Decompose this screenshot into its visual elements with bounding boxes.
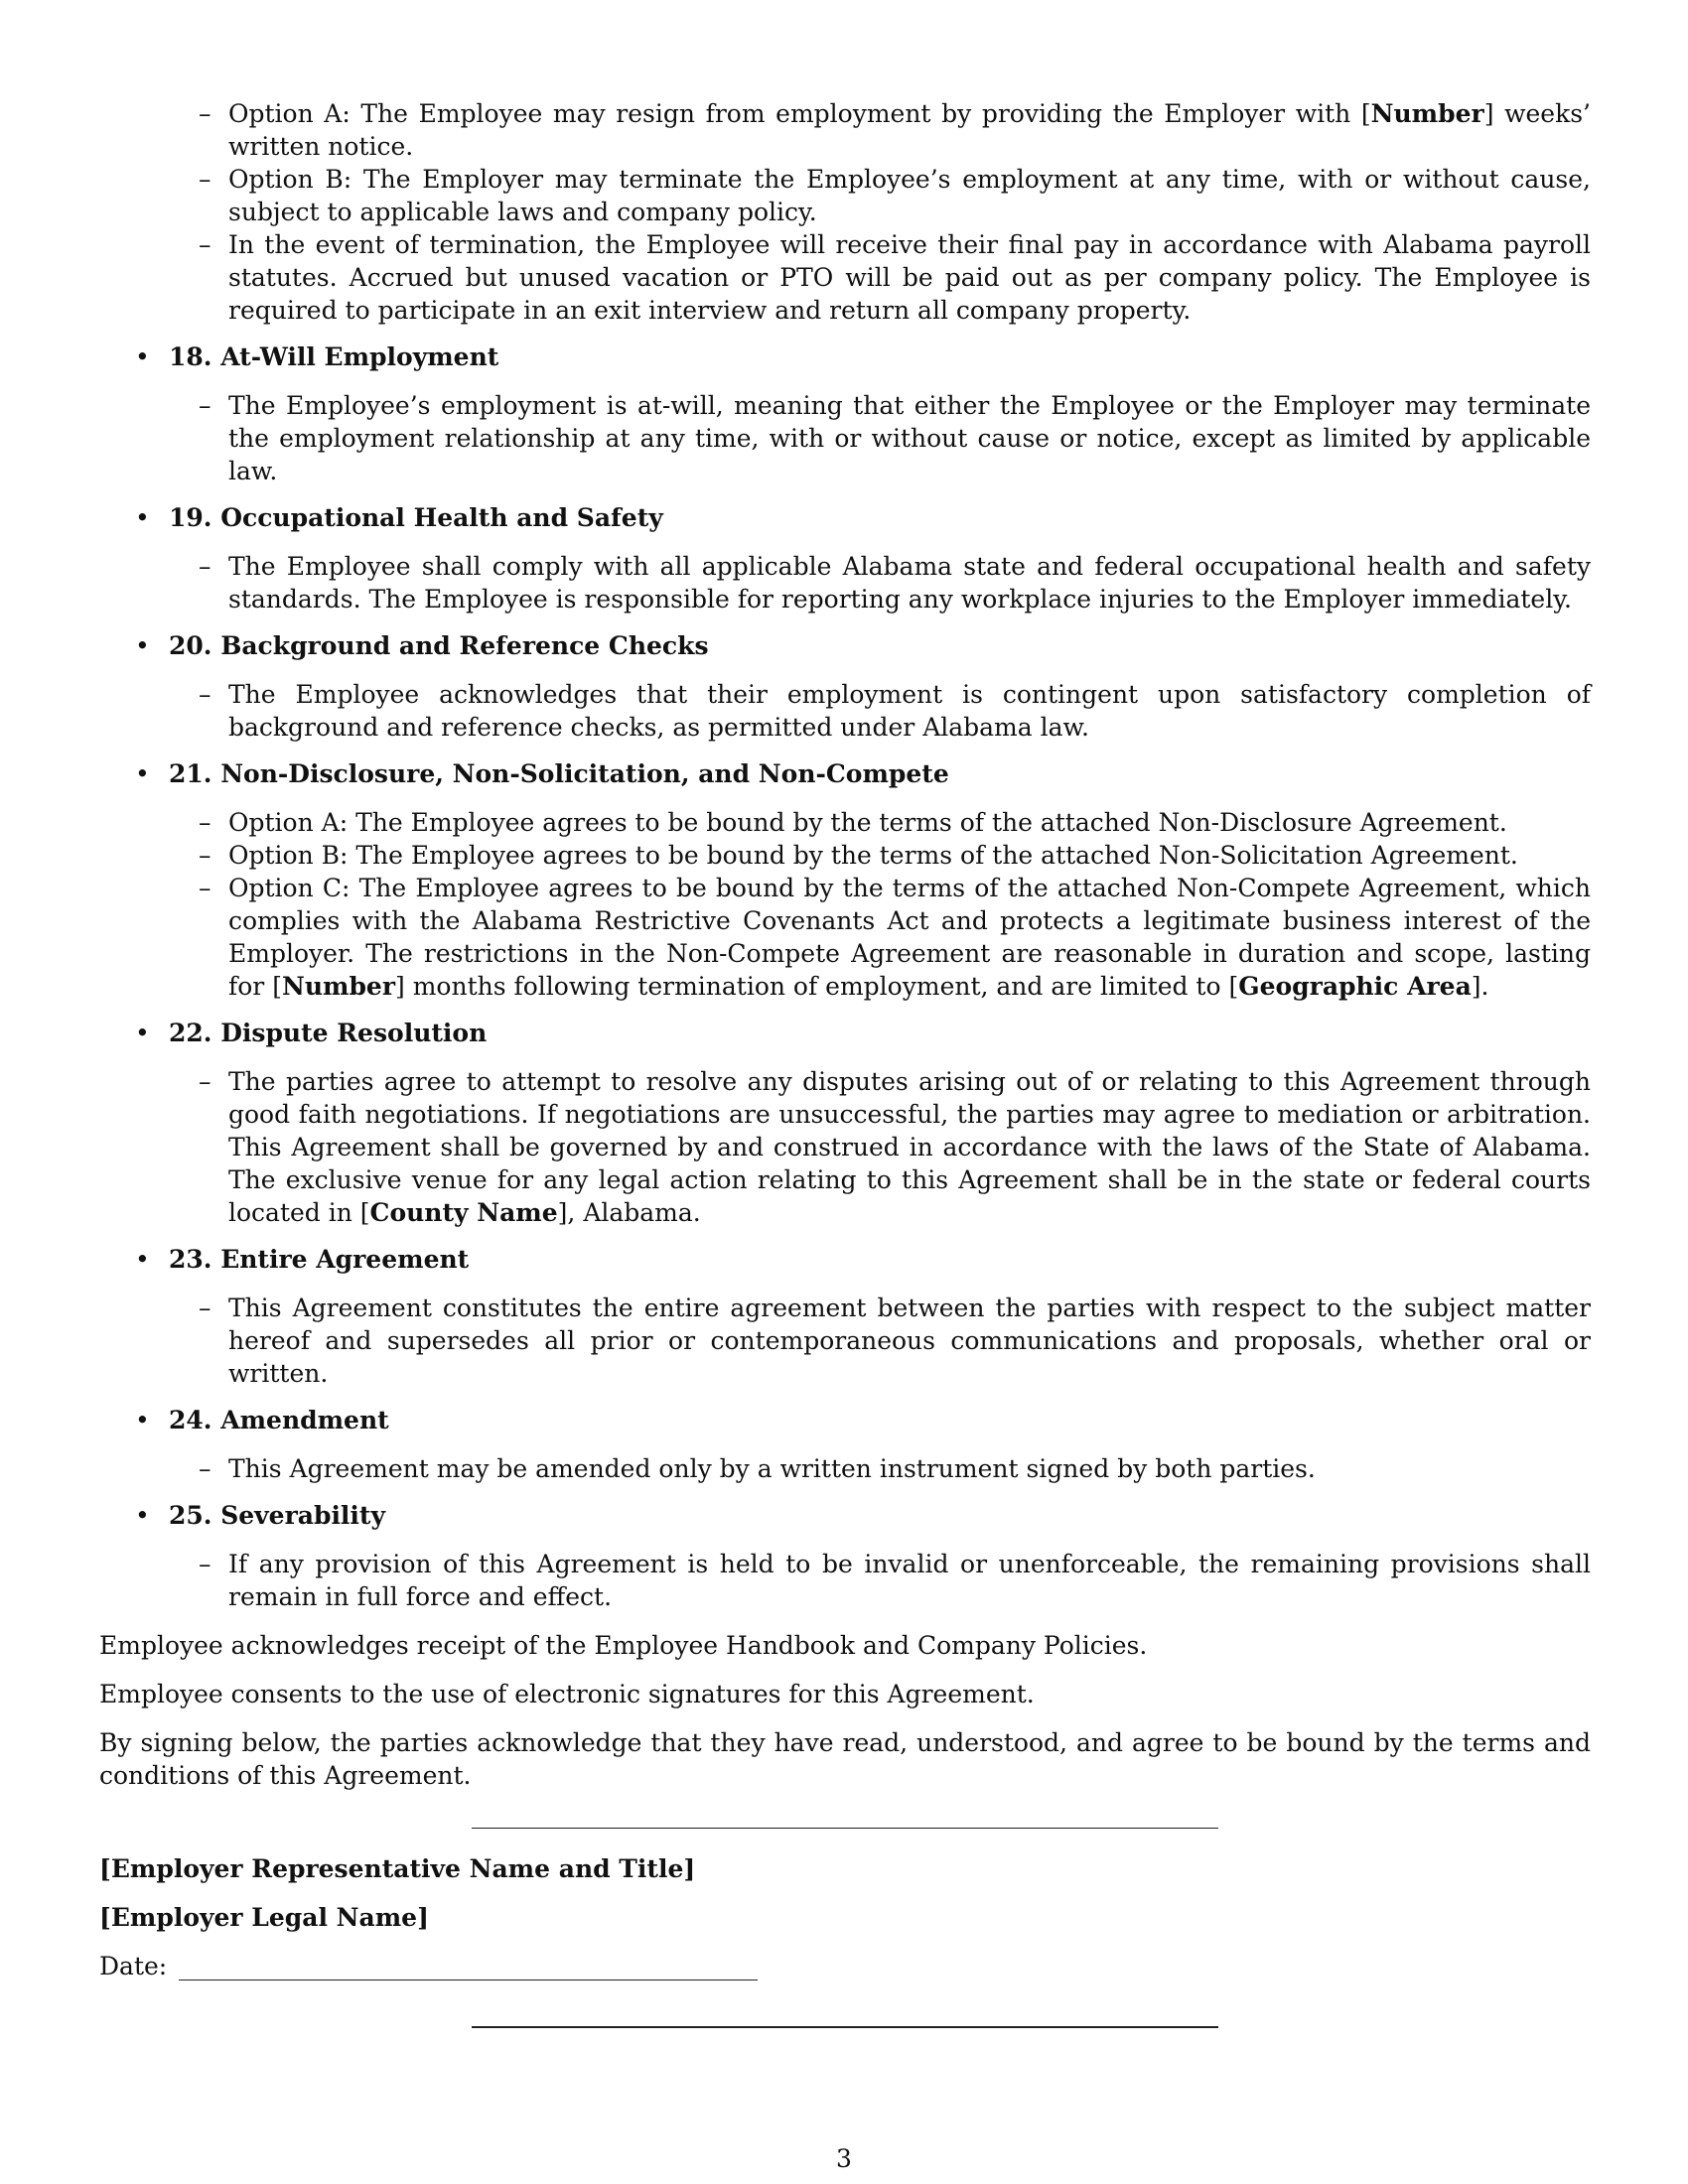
section-list	[199, 806, 1591, 1003]
dash-marker: –	[199, 1067, 211, 1096]
list-item	[199, 1548, 1591, 1613]
section	[99, 757, 1591, 1003]
section-heading	[99, 629, 1591, 662]
item-text: This Agreement constitutes the entire agreement between the parties with respect to the subject matter hereof and supersedes all prior or contemporaneous communications and proposals, whether oral or written.	[228, 1294, 1591, 1388]
placeholder-field: Geographic Area	[1238, 972, 1472, 1001]
signature-line	[472, 1828, 1218, 1829]
bullet-marker: •	[135, 1406, 150, 1434]
dash-marker: –	[199, 391, 211, 420]
section-heading	[99, 1499, 1591, 1532]
section-list	[199, 1452, 1591, 1485]
item-text: Option A: The Employee may resign from employment by providing the Employer with [	[228, 99, 1371, 128]
dash-marker: –	[199, 99, 211, 128]
bracket-open: [	[99, 1854, 111, 1883]
item-text: The Employee’s employment is at-will, meaning that either the Employee or the Employer may terminate the employment relationship at any time, with or without cause or notice, except as limited by applicable law.	[228, 391, 1591, 485]
section-list	[199, 678, 1591, 744]
dash-marker: –	[199, 841, 211, 870]
section	[99, 341, 1591, 487]
list-item	[199, 1292, 1591, 1390]
dash-marker: –	[199, 1550, 211, 1578]
bullet-marker: •	[135, 631, 150, 660]
list-item	[199, 550, 1591, 615]
section-title: 22. Dispute Resolution	[169, 1019, 488, 1047]
item-text: In the event of termination, the Employee will receive their final pay in accordance with Alabama payroll statutes. Accrued but unused vacation or PTO will be paid out as per company policy. The Employee is required to participate in an exit interview and return all company property.	[228, 230, 1591, 325]
dash-marker: –	[199, 165, 211, 194]
section-title: 23. Entire Agreement	[169, 1245, 470, 1274]
section-list	[199, 1292, 1591, 1390]
continued-list	[199, 97, 1591, 327]
bullet-marker: •	[135, 1019, 150, 1047]
date-blank-line	[179, 1979, 758, 1980]
placeholder-field: Number	[281, 972, 396, 1001]
item-text: ] weeks’ written notice.	[228, 99, 1591, 161]
dash-marker: –	[199, 1454, 211, 1483]
document-body	[99, 97, 1591, 2028]
section-heading	[99, 1243, 1591, 1276]
section	[99, 1499, 1591, 1613]
closing-paragraphs	[99, 1629, 1591, 1792]
list-item	[199, 872, 1591, 1003]
section-heading	[99, 1404, 1591, 1436]
item-text: Option B: The Employer may terminate the Employee’s employment at any time, with or without cause, subject to applicable laws and company policy.	[228, 165, 1591, 226]
item-text: This Agreement may be amended only by a written instrument signed by both parties.	[228, 1454, 1316, 1483]
dash-marker: –	[199, 552, 211, 581]
list-item	[199, 1065, 1591, 1229]
page-number: 3	[836, 2144, 852, 2173]
employer-legal-name-placeholder	[99, 1901, 1591, 1934]
employer-representative-name: Employer Representative Name and Title	[110, 1854, 684, 1883]
bracket-close: ]	[683, 1854, 696, 1883]
placeholder-field: Number	[1370, 99, 1484, 128]
section-heading	[99, 341, 1591, 373]
item-text: ].	[1471, 972, 1489, 1001]
placeholder-field: County Name	[369, 1198, 558, 1227]
section-heading	[99, 757, 1591, 790]
section	[99, 501, 1591, 615]
section	[99, 1404, 1591, 1485]
item-text: The Employee acknowledges that their employment is contingent upon satisfactory completion of background and reference checks, as permitted under Alabama law.	[228, 680, 1591, 742]
section-title: 24. Amendment	[169, 1406, 389, 1434]
signature-line	[472, 2026, 1218, 2028]
section-title: 18. At-Will Employment	[169, 342, 499, 371]
bracket-open: [	[99, 1903, 111, 1932]
dash-marker: –	[199, 808, 211, 837]
list-item	[199, 97, 1591, 163]
item-text: Option C: The Employee agrees to be bound by the terms of the attached Non-Compete Agreement, which complies with the Alabama Restrictive Covenants Act and protects a legitimate business interest of the Employer. The restrictions in the Non-Compete Agreement are reasonable in duration and scope, lasting for [	[228, 874, 1591, 1001]
section-title: 21. Non-Disclosure, Non-Solicitation, and Non-Compete	[169, 759, 949, 788]
bullet-marker: •	[135, 342, 150, 371]
item-text: The Employee shall comply with all applicable Alabama state and federal occupational health and safety standards. The Employee is responsible for reporting any workplace injuries to the Employer immediately.	[228, 552, 1591, 614]
dash-marker: –	[199, 874, 211, 902]
employer-legal-name: Employer Legal Name	[110, 1903, 418, 1932]
list-item	[199, 389, 1591, 487]
section	[99, 629, 1591, 744]
dash-marker: –	[199, 230, 211, 259]
list-item	[199, 806, 1591, 839]
item-text: If any provision of this Agreement is held to be invalid or unenforceable, the remaining provisions shall remain in full force and effect.	[228, 1550, 1591, 1611]
employer-representative-placeholder	[99, 1852, 1591, 1885]
bullet-marker: •	[135, 759, 150, 788]
section	[99, 1243, 1591, 1390]
bracket-close: ]	[417, 1903, 429, 1932]
closing-paragraph: Employee consents to the use of electronic signatures for this Agreement.	[99, 1680, 1035, 1708]
section-heading	[99, 501, 1591, 534]
dash-marker: –	[199, 680, 211, 709]
list-item	[199, 839, 1591, 872]
section-title: 20. Background and Reference Checks	[169, 631, 709, 660]
section-list	[199, 389, 1591, 487]
list-item	[199, 163, 1591, 228]
section-heading	[99, 1017, 1591, 1049]
item-text: ], Alabama.	[557, 1198, 701, 1227]
list-item	[199, 228, 1591, 327]
item-text: ] months following termination of employment, and are limited to [	[395, 972, 1239, 1001]
date-row	[99, 1950, 1591, 1982]
section-list	[199, 1065, 1591, 1229]
item-text: Option A: The Employee agrees to be bound by the terms of the attached Non-Disclosure Agreement.	[228, 808, 1507, 837]
bullet-marker: •	[135, 503, 150, 532]
section-list	[199, 550, 1591, 615]
section	[99, 1017, 1591, 1229]
item-text: Option B: The Employee agrees to be bound by the terms of the attached Non-Solicitation Agreement.	[228, 841, 1518, 870]
bullet-marker: •	[135, 1245, 150, 1274]
sections-container	[99, 341, 1591, 1613]
section-list	[199, 1548, 1591, 1613]
bullet-marker: •	[135, 1501, 150, 1530]
closing-paragraph: Employee acknowledges receipt of the Employee Handbook and Company Policies.	[99, 1631, 1148, 1660]
list-item	[199, 678, 1591, 744]
dash-marker: –	[199, 1294, 211, 1322]
section-title: 19. Occupational Health and Safety	[169, 503, 663, 532]
item-text: The parties agree to attempt to resolve any disputes arising out of or relating to this Agreement through good faith negotiations. If negotiations are unsuccessful, the parties may agree to mediation or arbitration. This Agreement shall be governed by and construed in accordance with the laws of the State of Alabama. The exclusive venue for any legal action relating to this Agreement shall be in the state or federal courts located in [	[228, 1067, 1591, 1227]
section-title: 25. Severability	[169, 1501, 386, 1530]
closing-paragraph: By signing below, the parties acknowledge that they have read, understood, and agree to be bound by the terms and conditions of this Agreement.	[99, 1728, 1591, 1790]
date-label: Date:	[99, 1952, 168, 1980]
list-item	[199, 1452, 1591, 1485]
